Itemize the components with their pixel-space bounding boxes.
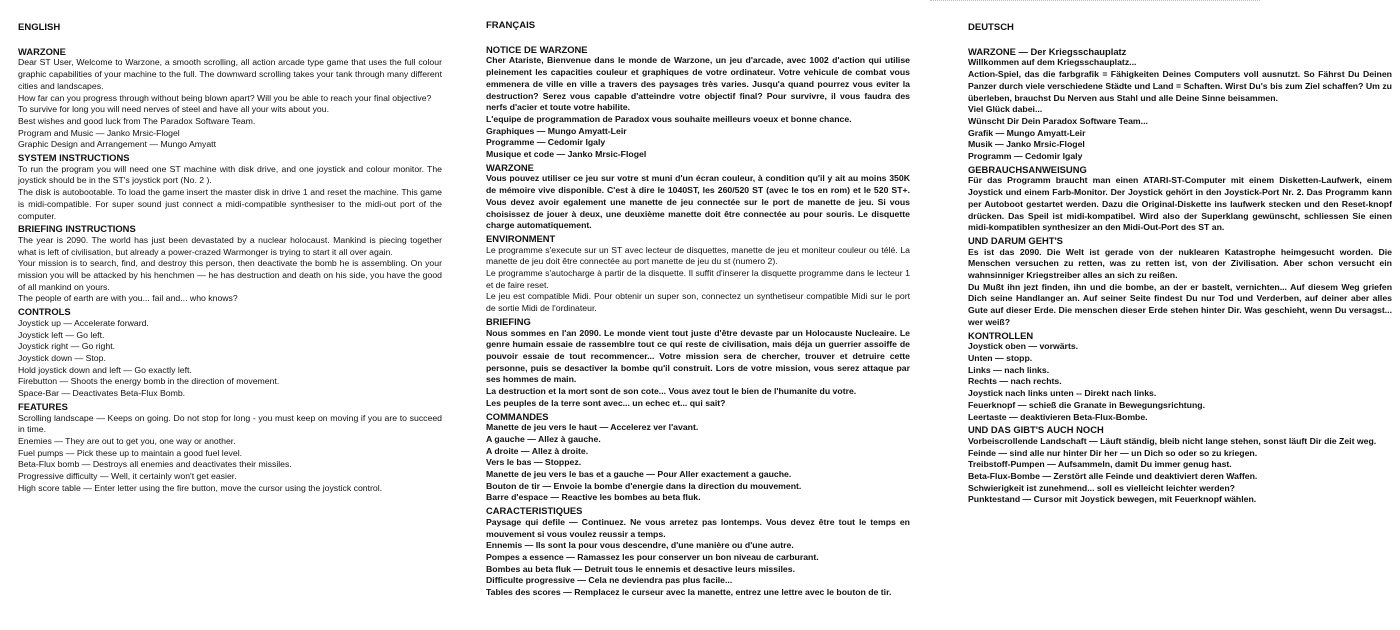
paragraph: Viel Glück dabei... [968,104,1043,115]
list-item: Feuerknopf — schieß die Granate in Bewegungsrichtung. [968,399,1206,410]
paragraph: La destruction et la mort sont de son cote... Vous avez tout le bien de l'humanite du votre. [486,386,857,397]
section-heading: BRIEFING INSTRUCTIONS [18,223,136,235]
list-item: Bombes au beta fluk — Detruit tous le ennemis et desactive leurs missiles. [486,563,795,574]
credit-line: Programme — Cedomir Igaly [486,137,606,148]
list-item: High score table — Enter letter using the fire button, move the cursor using the joystick control. [18,482,383,493]
list-item: Feinde — sind alle nur hinter Dir her — un Dich so oder so zu kriegen. [968,447,1258,458]
section-heading: SYSTEM INSTRUCTIONS [18,152,130,164]
credit-line: Grafik — Mungo Amyatt-Leir [968,127,1086,138]
list-item: Firebutton — Shoots the energy bomb in the direction of movement. [18,376,280,387]
top-rule [930,0,1260,1]
paragraph: Du Mußt ihn jezt finden, ihn und die bombe, an der er bastelt, vernichten... Auf diesem Weg griefen Dich seine Handlanger an. Auf seiner Seite findest Du nur Tod und Verderben, auf deiner aber alles Gute auf dieser Erde. Die menschen dieser Erde stehen hinter Dir. Was geschieht, wenn Du versagst... wer weiß? [968,281,1392,327]
list-item: Leertaste — deaktivieren Beta-Flux-Bombe. [968,411,1148,422]
paragraph: Le programme s'autocharge à partir de la disquette. Il suffit d'inserer la disquette programme dans le lecteur 1 et de faire reset. [486,268,910,290]
list-item: Progressive difficulty — Well, it certainly won't get easier. [18,471,237,482]
section-heading: KONTROLLEN [968,329,1034,341]
list-item: Paysage qui defile — Continuez. Ne vous arretez pas lontemps. Vous devez être tout le temps en mouvement si vous voulez reussir a temps. [486,516,910,539]
list-item: Barre d'espace — Reactive les bombes au beta fluk. [486,492,701,503]
section-heading: UND DARUM GEHT'S [968,234,1063,246]
list-item: A droite — Allez à droite. [486,445,589,456]
section-heading: GEBRAUCHSANWEISUNG [968,163,1087,175]
list-item: Vers le bas — Stoppez. [486,457,582,468]
list-item: Enemies — They are out to get you, one way or another. [18,435,236,446]
section-heading: WARZONE — Der Kriegsschauplatz [968,45,1127,57]
list-item: Bouton de tir — Envoie la bombe d'energie dans la direction du mouvement. [486,480,802,491]
paragraph: The disk is autobootable. To load the game insert the master disk in drive 1 and reset the machine. This game is midi-compatible. For super sound just connect a midi-compatible synthesiser to the midi-out port of the computer. [18,187,442,221]
paragraph: Best wishes and good luck from The Paradox Software Team. [18,115,256,126]
paragraph: Dear ST User, Welcome to Warzone, a smooth scrolling, all action arcade type game that uses the full colour graphic capabilities of your machine to the full. The downward scrolling takes your tank through many different cities and landscapes. [18,57,442,91]
list-item: Tables des scores — Remplacez le curseur avec la manette, entrez une lettre avec le bouton de tir. [486,587,892,598]
language-label: FRANÇAIS [486,20,536,31]
paragraph: The people of earth are with you... fail and... who knows? [18,293,238,304]
paragraph: Willkommen auf dem Kriegsschauplatz... [968,57,1137,68]
list-item: Pompes a essence — Ramassez les pour conserver un bon niveau de carburant. [486,551,819,562]
section-heading: COMMANDES [486,410,549,422]
list-item: Vorbeiscrollende Landschaft — Läuft ständig, bleib nicht lange stehen, sonst läuft Dir die Zeit weg. [968,435,1377,446]
paragraph: Es ist das 2090. Die Welt ist gerade von der nuklearen Katastrophe heimgesucht worden. Die Menschen versuchen zu retten, was zu retten ist, von der Zivilisation. Aber schon versucht ein wahnsinniger Kriegstreiber alles an sich zu reißen. [968,246,1392,281]
credit-line: Program and Music — Janko Mrsic-Flogel [18,127,180,138]
section-heading: NOTICE DE WARZONE [486,43,588,55]
list-item: Punktestand — Cursor mit Joystick bewegen, mit Feuerknopf wählen. [968,494,1257,505]
credit-line: Programm — Cedomir Igaly [968,151,1083,162]
list-item: Fuel pumps — Pick these up to maintain a good fuel level. [18,447,243,458]
paragraph: Vous pouvez utiliser ce jeu sur votre st muni d'un écran couleur, à condition qu'il y ait au moins 350K de mémoire vive disponible. C'est à dire le 1040ST, les 260/520 ST (avec le tos en rom) et le 520 ST+. Vous devez avoir egalement une manette de jeu connectée sur le port de manette de jeu. Si vous choisissez de jouer à deux, une deuxième manette doit être connectée au pour souris. Le disquette charge automatiquement. [486,173,910,231]
list-item: Hold joystick down and left — Go exactly left. [18,364,192,375]
list-item: Ennemis — Ils sont la pour vous descendre, d'une manière ou d'une autre. [486,540,794,551]
credit-line: Graphic Design and Arrangement — Mungo Amyatt [18,139,216,150]
section-heading: BRIEFING [486,315,531,327]
language-label: ENGLISH [18,22,61,33]
paragraph: Your mission is to search, find, and destroy this person, then deactivate the bomb he is assembling. On your mission you will be attacked by his henchmen — he has destruction and death on his side, you have the good of all mankind on yours. [18,258,442,292]
column-english [18,18,442,494]
section-heading: CONTROLS [18,306,71,318]
paragraph: Cher Atariste, Bienvenue dans le monde de Warzone, un jeu d'arcade, avec 1002 d'action qui utilise pleinement les capacities couleur et graphiques de votre ordinateur. Votre vehicule de combat vous emmenera de ville en ville a travers des paysages très varies. Jusqu'a quand pourrez vous eviter la destruction? Serez vous capable d'atteindre votre objectif final? Pour survivre, il vous faudra des nerfs d'acier et toute votre habilite. [486,55,910,113]
list-item: Joystick right — Go right. [18,341,116,352]
section-heading: FEATURES [18,400,68,412]
list-item: Scrolling landscape — Keeps on going. Do not stop for long - you must keep on moving if you are to succeed in time. [18,412,442,435]
list-item: Beta-Flux bomb — Destroys all enemies and deactivates their missiles. [18,459,292,470]
section-heading: CARACTERISTIQUES [486,505,583,517]
paragraph: Nous sommes en l'an 2090. Le monde vient tout juste d'être devaste par un Holocauste Nucleaire. Le genre humain essaie de rassemblre tout ce qui reste de civilisation, mais déja un guerrier assoiffe de pouvoir essaie de tout recommencer... Votre mission sera de chercher, trouver et detruire cette personne, puis se desactiver la bombe qu'il construit. Lors de votre mission, vous serez attaque par ses hommes de main. [486,327,910,385]
paragraph: Le jeu est compatible Midi. Pour obtenir un super son, connectez un synthetiseur compatible Midi sur le port de sortie Midi de l'ordinateur. [486,291,910,314]
list-item: Space-Bar — Deactivates Beta-Flux Bomb. [18,388,186,399]
paragraph: Le programme s'execute sur un ST avec lecteur de disquettes, manette de jeu et moniteur couleur ou télé. La manette de jeu doit être connectée au port manette de jeu du st (numero 2). [486,244,910,267]
list-item: Beta-Flux-Bombe — Zerstört alle Feinde und deaktiviert deren Waffen. [968,471,1258,482]
list-item: Difficulte progressive — Cela ne deviendra pas plus facile... [486,575,733,586]
list-item: A gauche — Allez à gauche. [486,433,601,444]
paragraph: How far can you progress through without being blown apart? Will you be able to reach your final objective? [18,92,432,103]
list-item: Joystick left — Go left. [18,329,105,340]
paragraph: Für das Programm braucht man einen ATARI-ST-Computer mit einem Disketten-Laufwerk, einem Joystick und einem Farb-Monitor. Der Joystick gehört in den Joystick-Port Nr. 2. Das Programm kann per Autoboot gestartet werden. Dazu die Original-Diskette ins laufwerk stecken und den Reset-knopf drücken. Das Speil ist midi-kompatibel. Wird also der Superklang gewünscht, schliessen Sie einen midi-kompatiblen synthesizer an den Midi-Out-Port des ST an. [968,175,1392,233]
credit-line: Musik — Janko Mrsic-Flogel [968,139,1085,150]
paragraph: Les peuples de la terre sont avec... un echec et... qui sait? [486,397,726,408]
list-item: Joystick nach links unten -- Direkt nach links. [968,388,1157,399]
list-item: Schwierigkeit ist zunehmend... soll es vielleicht leichter werden? [968,482,1235,493]
paragraph: Wünscht Dir Dein Paradox Software Team... [968,115,1148,126]
paragraph: To run the program you will need one ST machine with disk drive, and one joystick and colour monitor. The joystick should be in the ST's joystick port (No. 2 ). [18,163,442,186]
credit-line: Graphiques — Mungo Amyatt-Leir [486,125,627,136]
language-label: DEUTSCH [968,22,1014,33]
paragraph: Action-Spiel, das die farbgrafik = Fähigkeiten Deines Computers voll ausnutzt. So Fährst Du Deinen Panzer durch viele verschiedene Städte und Land = Schaften. Wirst Du's bis zum Ziel schaffen? Um zu überleben, brauchst Du Nerven aus Stahl und alle Deine Sinne beisammen. [968,69,1392,103]
section-heading: WARZONE [18,45,66,57]
section-heading: UND DAS GIBT'S AUCH NOCH [968,424,1104,436]
paragraph: The year is 2090. The world has just been devastated by a nuclear holocaust. Mankind is piecing together what is left of civilisation, but already a power-crazed Warmonger is trying to start it all over again. [18,234,442,257]
list-item: Manette de jeu vers le bas et a gauche — Pour Aller exactement a gauche. [486,469,792,480]
column-french [486,16,910,599]
section-heading: WARZONE [486,161,534,173]
list-item: Manette de jeu vers le haut — Accelerez ver l'avant. [486,422,699,433]
paragraph: L'equipe de programmation de Paradox vous souhaite meilleurs voeux et bonne chance. [486,113,852,124]
credit-line: Musique et code — Janko Mrsic-Flogel [486,149,647,160]
list-item: Joystick oben — vorwärts. [968,341,1079,352]
list-item: Treibstoff-Pumpen — Aufsammeln, damit Du immer genug hast. [968,459,1232,470]
section-heading: ENVIRONMENT [486,232,556,244]
list-item: Rechts — nach rechts. [968,376,1062,387]
list-item: Joystick up — Accelerate forward. [18,317,149,328]
column-german [968,18,1392,506]
list-item: Links — nach links. [968,364,1050,375]
list-item: Unten — stopp. [968,352,1033,363]
list-item: Joystick down — Stop. [18,352,106,363]
paragraph: To survive for long you will need nerves of steel and have all your wits about you. [18,104,329,115]
